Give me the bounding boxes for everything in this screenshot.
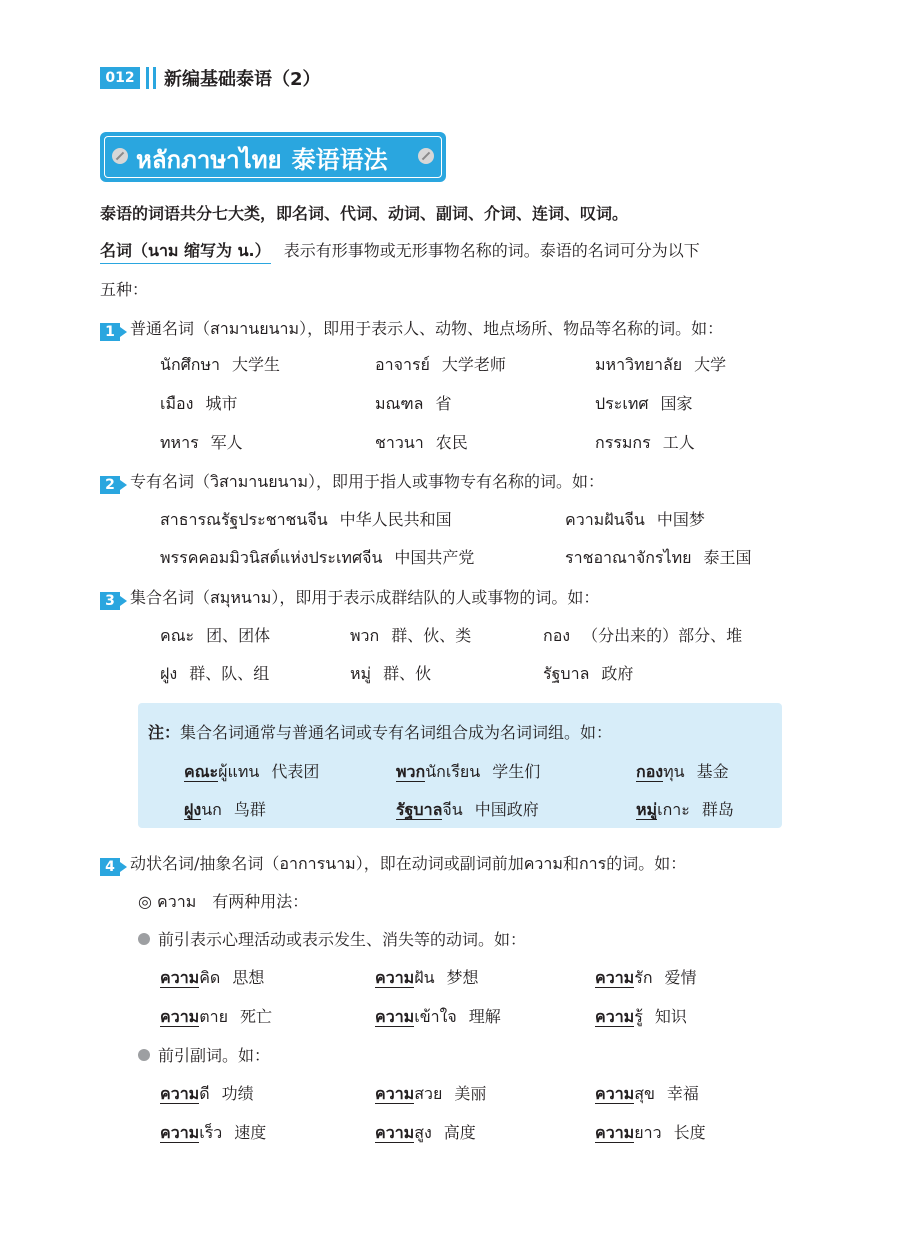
section-banner [100, 132, 446, 182]
page-number: 012 [100, 67, 140, 89]
list-item: ความเข้าใจ 理解 [375, 1007, 501, 1026]
section-number: 4 [100, 858, 120, 876]
bullet-2 [138, 1043, 270, 1066]
list-item: พวกนักเรียน 学生们 [396, 762, 541, 781]
book-title: 新编基础泰语（2） [164, 69, 321, 90]
bullet-1 [138, 927, 526, 950]
list-item: ประเทศ 国家 [595, 394, 693, 413]
list-item: ความคิด 思想 [160, 968, 265, 987]
list-item: ฝูงนก 鸟群 [184, 800, 266, 819]
list-item: คณะ 团、团体 [160, 626, 271, 645]
bullet-1-text: 前引表示心理活动或表示发生、消失等的动词。如： [158, 930, 527, 949]
decor-dot-icon [418, 148, 434, 164]
usage-heading: ◎ ความ 有两种用法： [138, 892, 309, 911]
decor-dot-icon [112, 148, 128, 164]
bullet-2-text: 前引副词。如： [158, 1046, 271, 1065]
list-item: หมู่ 群、伙 [350, 664, 432, 683]
noun-term: 名词（นาม 缩写为 น.） [100, 241, 271, 264]
list-item: ความสูง 高度 [375, 1123, 476, 1142]
list-item: รัฐบาล 政府 [543, 664, 634, 683]
list-item: ความฝันจีน 中国梦 [565, 510, 705, 529]
section-4-heading [100, 851, 686, 877]
list-item: ความรู้ 知识 [595, 1007, 687, 1026]
list-item: ความฝัน 梦想 [375, 968, 479, 987]
banner-chinese: 泰语语法 [291, 146, 388, 174]
noun-def-text-2: 五种： [100, 280, 149, 299]
section-number: 1 [100, 323, 120, 341]
list-item: ความยาว 长度 [595, 1123, 706, 1142]
list-item: ราชอาณาจักรไทย 泰王国 [565, 548, 752, 567]
list-item: คณะผู้แทน 代表团 [184, 762, 320, 781]
noun-def-text: 表示有形事物或无形事物名称的词。泰语的名词可分为以下 [283, 241, 700, 260]
list-item: พวก 群、伙、类 [350, 626, 472, 645]
note-text: 集合名词通常与普通名词或专有名词组合成为名词词组。如： [180, 723, 613, 742]
list-item: ความสวย 美丽 [375, 1084, 487, 1103]
intro-text: 泰语的词语共分七大类，即名词、代词、动词、副词、介词、连词、叹词。 [100, 204, 629, 223]
list-item: มหาวิทยาลัย 大学 [595, 355, 727, 374]
section-2-text: 专有名词（วิสามานยนาม），即用于指人或事物专有名称的词。如： [130, 472, 605, 491]
section-number: 2 [100, 476, 120, 494]
list-item: สาธารณรัฐประชาชนจีน 中华人民共和国 [160, 510, 452, 529]
list-item: อาจารย์ 大学老师 [375, 355, 506, 374]
note-label: 注： [148, 723, 181, 742]
list-item: ความเร็ว 速度 [160, 1123, 267, 1142]
list-item: ชาวนา 农民 [375, 433, 468, 452]
section-number: 3 [100, 592, 120, 610]
banner-thai: หลักภาษาไทย [136, 146, 282, 174]
list-item: กอง （分出来的）部分、堆 [543, 626, 743, 645]
list-item: พรรคคอมมิวนิสต์แห่งประเทศจีน 中国共产党 [160, 548, 475, 567]
list-item: ความดี 功绩 [160, 1084, 254, 1103]
section-4-text: 动状名词/抽象名词（อาการนาม），即在动词或副词前加ความ和การ的词。如： [130, 854, 687, 873]
list-item: ทหาร 军人 [160, 433, 243, 452]
section-1-text: 普通名词（สามานยนาม），即用于表示人、动物、地点场所、物品等名称的词。如： [130, 319, 724, 338]
list-item: กรรมกร 工人 [595, 433, 695, 452]
section-3-heading [100, 585, 599, 611]
list-item: ความรัก 爱情 [595, 968, 697, 987]
list-item: ฝูง 群、队、组 [160, 664, 270, 683]
header-divider [146, 67, 160, 89]
bullet-icon [138, 1049, 150, 1061]
list-item: เมือง 城市 [160, 394, 238, 413]
list-item: หมู่เกาะ 群岛 [636, 800, 734, 819]
page-header [100, 66, 321, 90]
list-item: รัฐบาลจีน 中国政府 [396, 800, 539, 819]
list-item: นักศึกษา 大学生 [160, 355, 281, 374]
list-item: ความตาย 死亡 [160, 1007, 272, 1026]
section-1-heading [100, 316, 723, 342]
section-2-heading [100, 469, 604, 495]
list-item: กองทุน 基金 [636, 762, 729, 781]
noun-definition [100, 238, 700, 264]
section-3-text: 集合名词（สมุหนาม），即用于表示成群结队的人或事物的词。如： [130, 588, 600, 607]
bullet-icon [138, 933, 150, 945]
note-heading [148, 720, 612, 743]
list-item: ความสุข 幸福 [595, 1084, 699, 1103]
list-item: มณฑล 省 [375, 394, 452, 413]
